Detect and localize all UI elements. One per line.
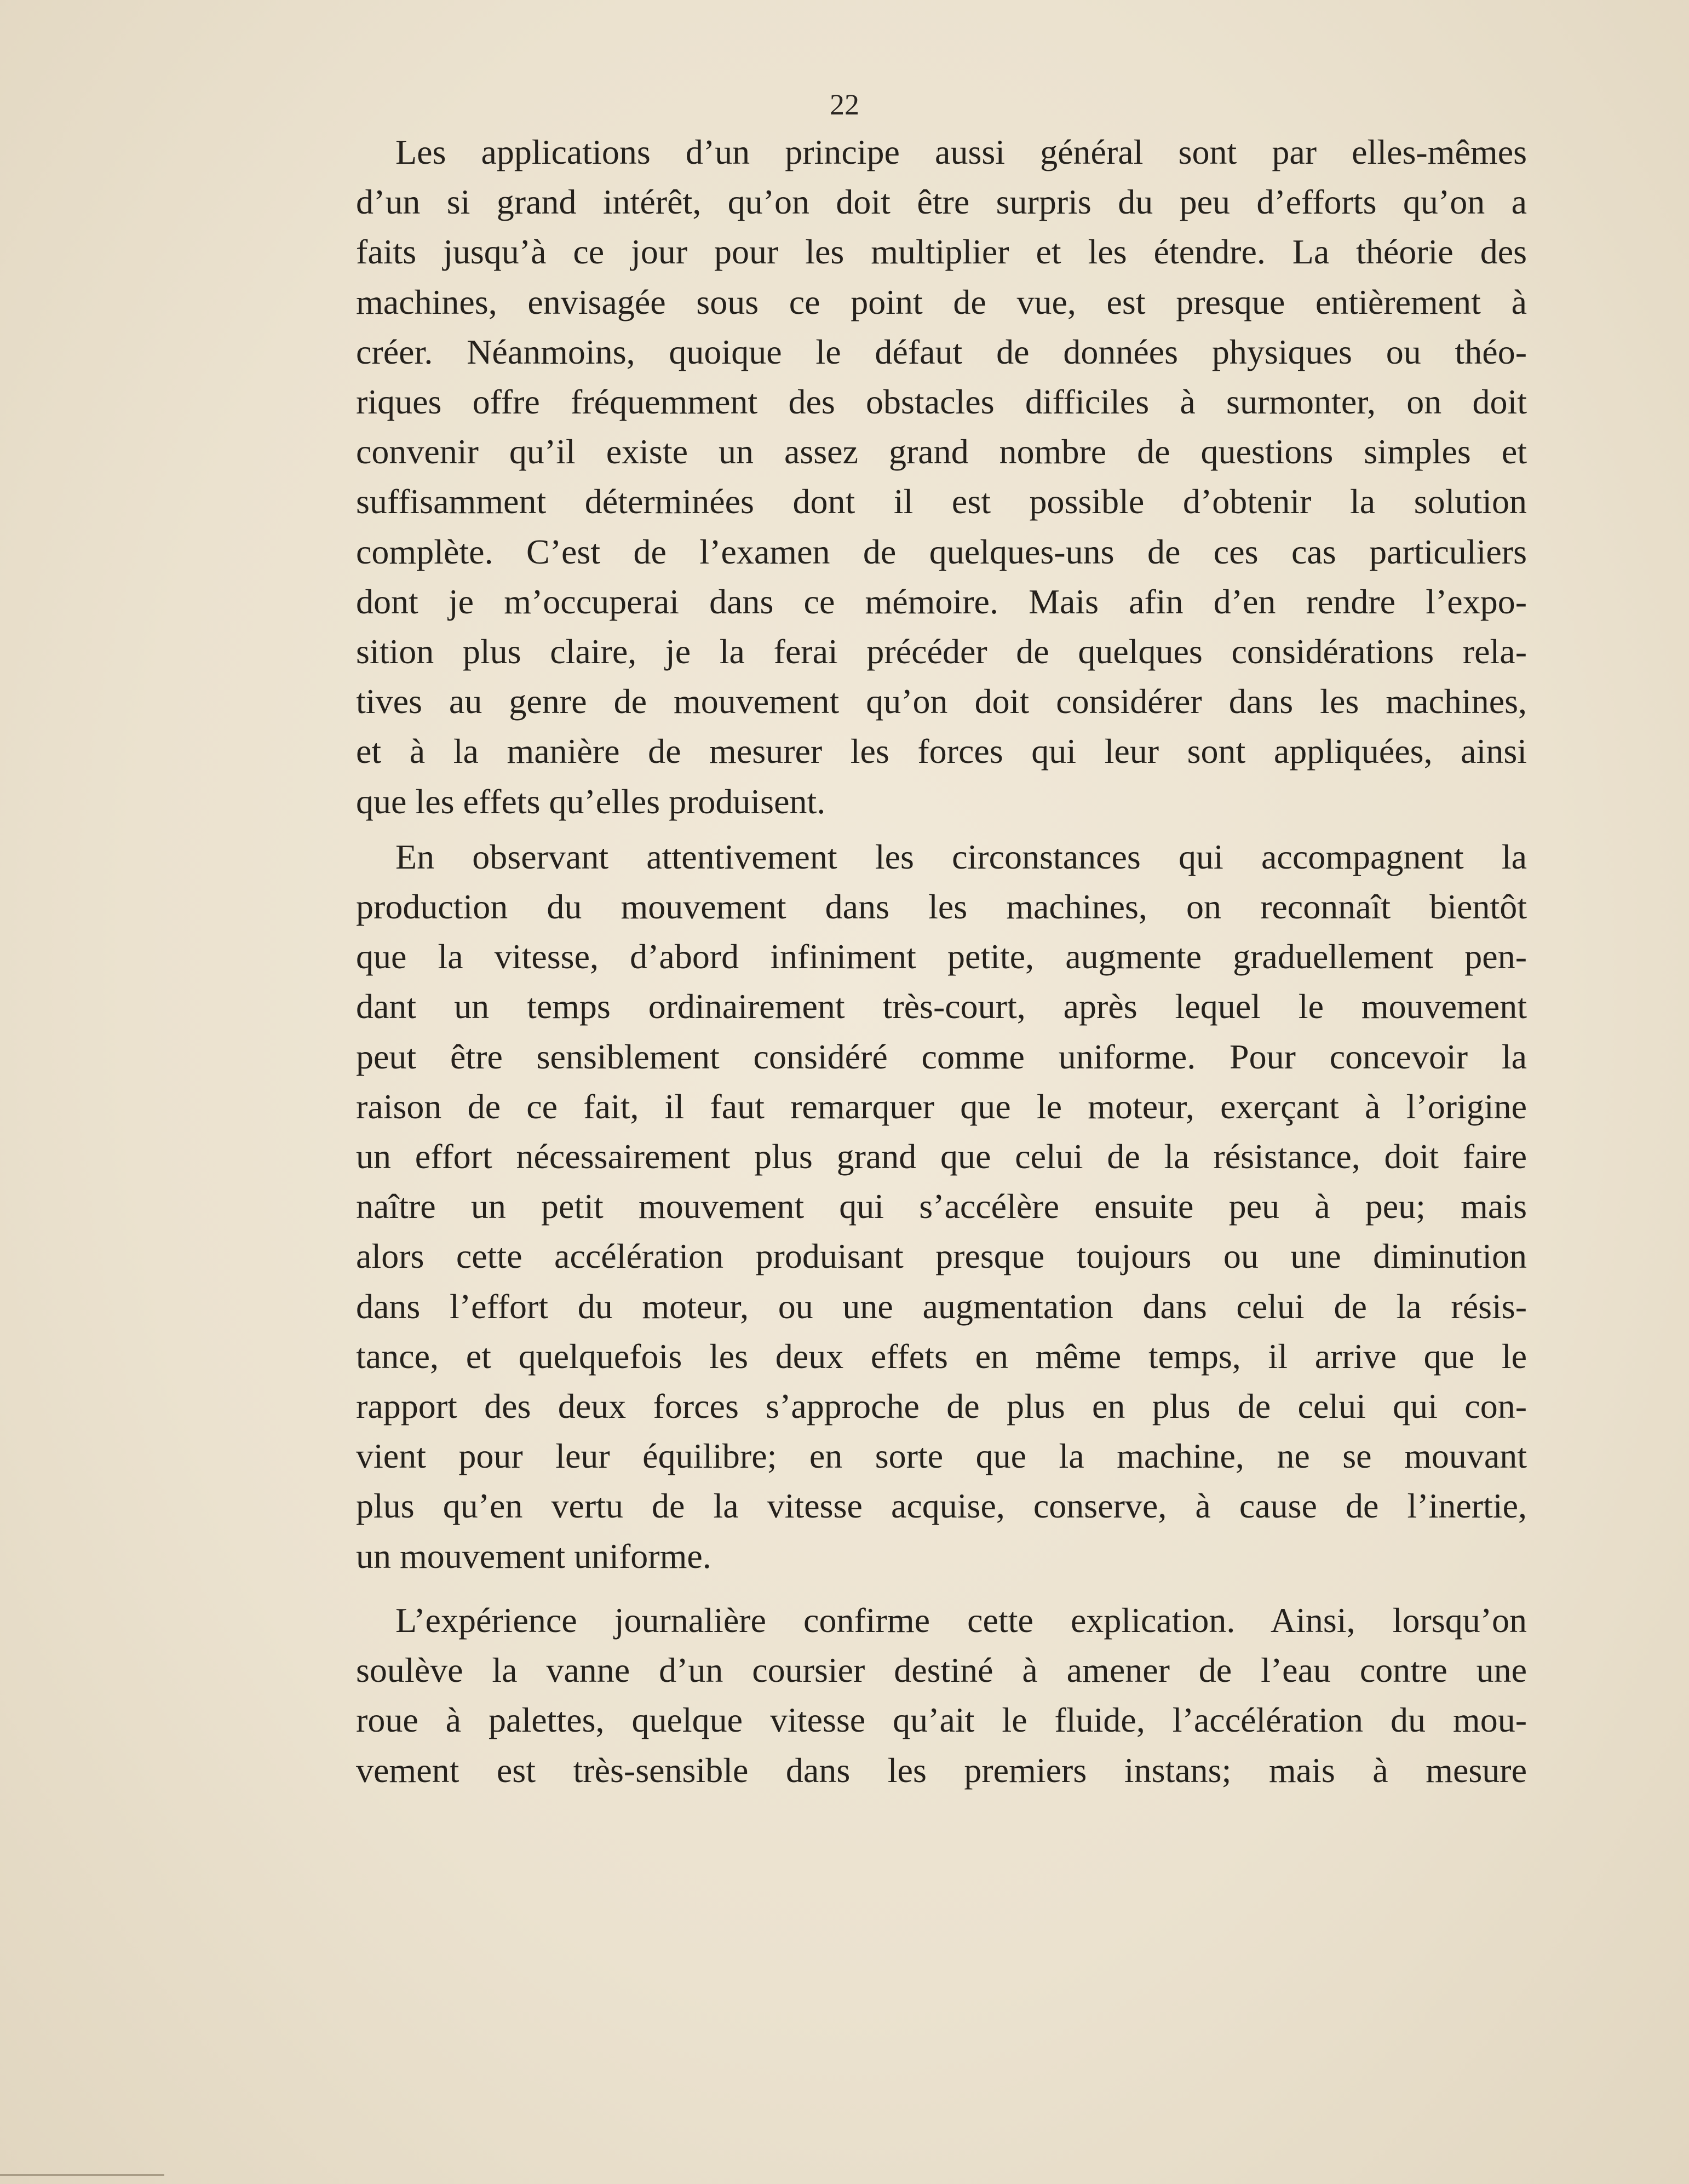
paragraph-1 — [356, 127, 1527, 826]
text-line: que la vitesse, d’abord infiniment petite, augmente graduellement pen- — [356, 937, 1527, 976]
text-line: naître un petit mouvement qui s’accélère ensuite peu à peu; mais — [356, 1187, 1527, 1226]
text-line: riques offre fréquemment des obstacles difficiles à surmonter, on doit — [356, 382, 1527, 422]
text-line: un effort nécessairement plus grand que celui de la résistance, doit faire — [356, 1137, 1527, 1176]
text-line: soulève la vanne d’un coursier destiné à amener de l’eau contre une — [356, 1651, 1527, 1690]
text-line: faits jusqu’à ce jour pour les multiplier et les étendre. La théorie des — [356, 232, 1527, 272]
text-line: dant un temps ordinairement très-court, après lequel le mouvement — [356, 987, 1527, 1026]
text-line: et à la manière de mesurer les forces qui leur sont appliquées, ainsi — [356, 732, 1527, 771]
text-line: peut être sensiblement considéré comme uniforme. Pour concevoir la — [356, 1037, 1527, 1076]
paragraph-2 — [356, 832, 1527, 1581]
text-line: rapport des deux forces s’approche de plus en plus de celui qui con- — [356, 1387, 1527, 1426]
text-line: vient pour leur équilibre; en sorte que la machine, ne se mouvant — [356, 1436, 1527, 1476]
text-line: production du mouvement dans les machines, on reconnaît bientôt — [356, 887, 1527, 927]
text-line: L’expérience journalière confirme cette explication. Ainsi, lorsqu’on — [395, 1600, 1527, 1640]
text-line: machines, envisagée sous ce point de vue, est presque entièrement à — [356, 282, 1527, 321]
text-line: alors cette accélération produisant presque toujours ou une diminution — [356, 1237, 1527, 1276]
text-line: tance, et quelquefois les deux effets en même temps, il arrive que le — [356, 1336, 1527, 1376]
text-line: dont je m’occuperai dans ce mémoire. Mais afin d’en rendre l’expo- — [356, 582, 1527, 621]
text-line: complète. C’est de l’examen de quelques-uns de ces cas particuliers — [356, 532, 1527, 571]
page-edge-mark — [0, 2174, 164, 2176]
text-line: tives au genre de mouvement qu’on doit considérer dans les machines, — [356, 682, 1527, 721]
text-line: dans l’effort du moteur, ou une augmentation dans celui de la résis- — [356, 1286, 1527, 1326]
text-line: créer. Néanmoins, quoique le défaut de données physiques ou théo- — [356, 332, 1527, 371]
text-line: En observant attentivement les circonstances qui accompagnent la — [395, 837, 1527, 876]
text-line: plus qu’en vertu de la vitesse acquise, conserve, à cause de l’inertie, — [356, 1486, 1527, 1526]
page-number: 22 — [830, 88, 859, 121]
text-line: convenir qu’il existe un assez grand nombre de questions simples et — [356, 432, 1527, 472]
text-line: suffisamment déterminées dont il est possible d’obtenir la solution — [356, 482, 1527, 521]
text-line: vement est très-sensible dans les premiers instans; mais à mesure — [356, 1750, 1527, 1790]
text-line: sition plus claire, je la ferai précéder de quelques considérations rela- — [356, 632, 1527, 671]
text-line: Les applications d’un principe aussi général sont par elles-mêmes — [395, 133, 1527, 171]
text-line: d’un si grand intérêt, qu’on doit être surpris du peu d’efforts qu’on a — [356, 182, 1527, 222]
paragraph-3 — [356, 1595, 1527, 1795]
text-line: roue à palettes, quelque vitesse qu’ait le fluide, l’accélération du mou- — [356, 1700, 1527, 1740]
text-line: raison de ce fait, il faut remarquer que le moteur, exerçant à l’origine — [356, 1087, 1527, 1126]
body-text — [356, 127, 1527, 1795]
text-line: que les effets qu’elles produisent. — [356, 781, 826, 821]
text-line: un mouvement uniforme. — [356, 1536, 711, 1576]
